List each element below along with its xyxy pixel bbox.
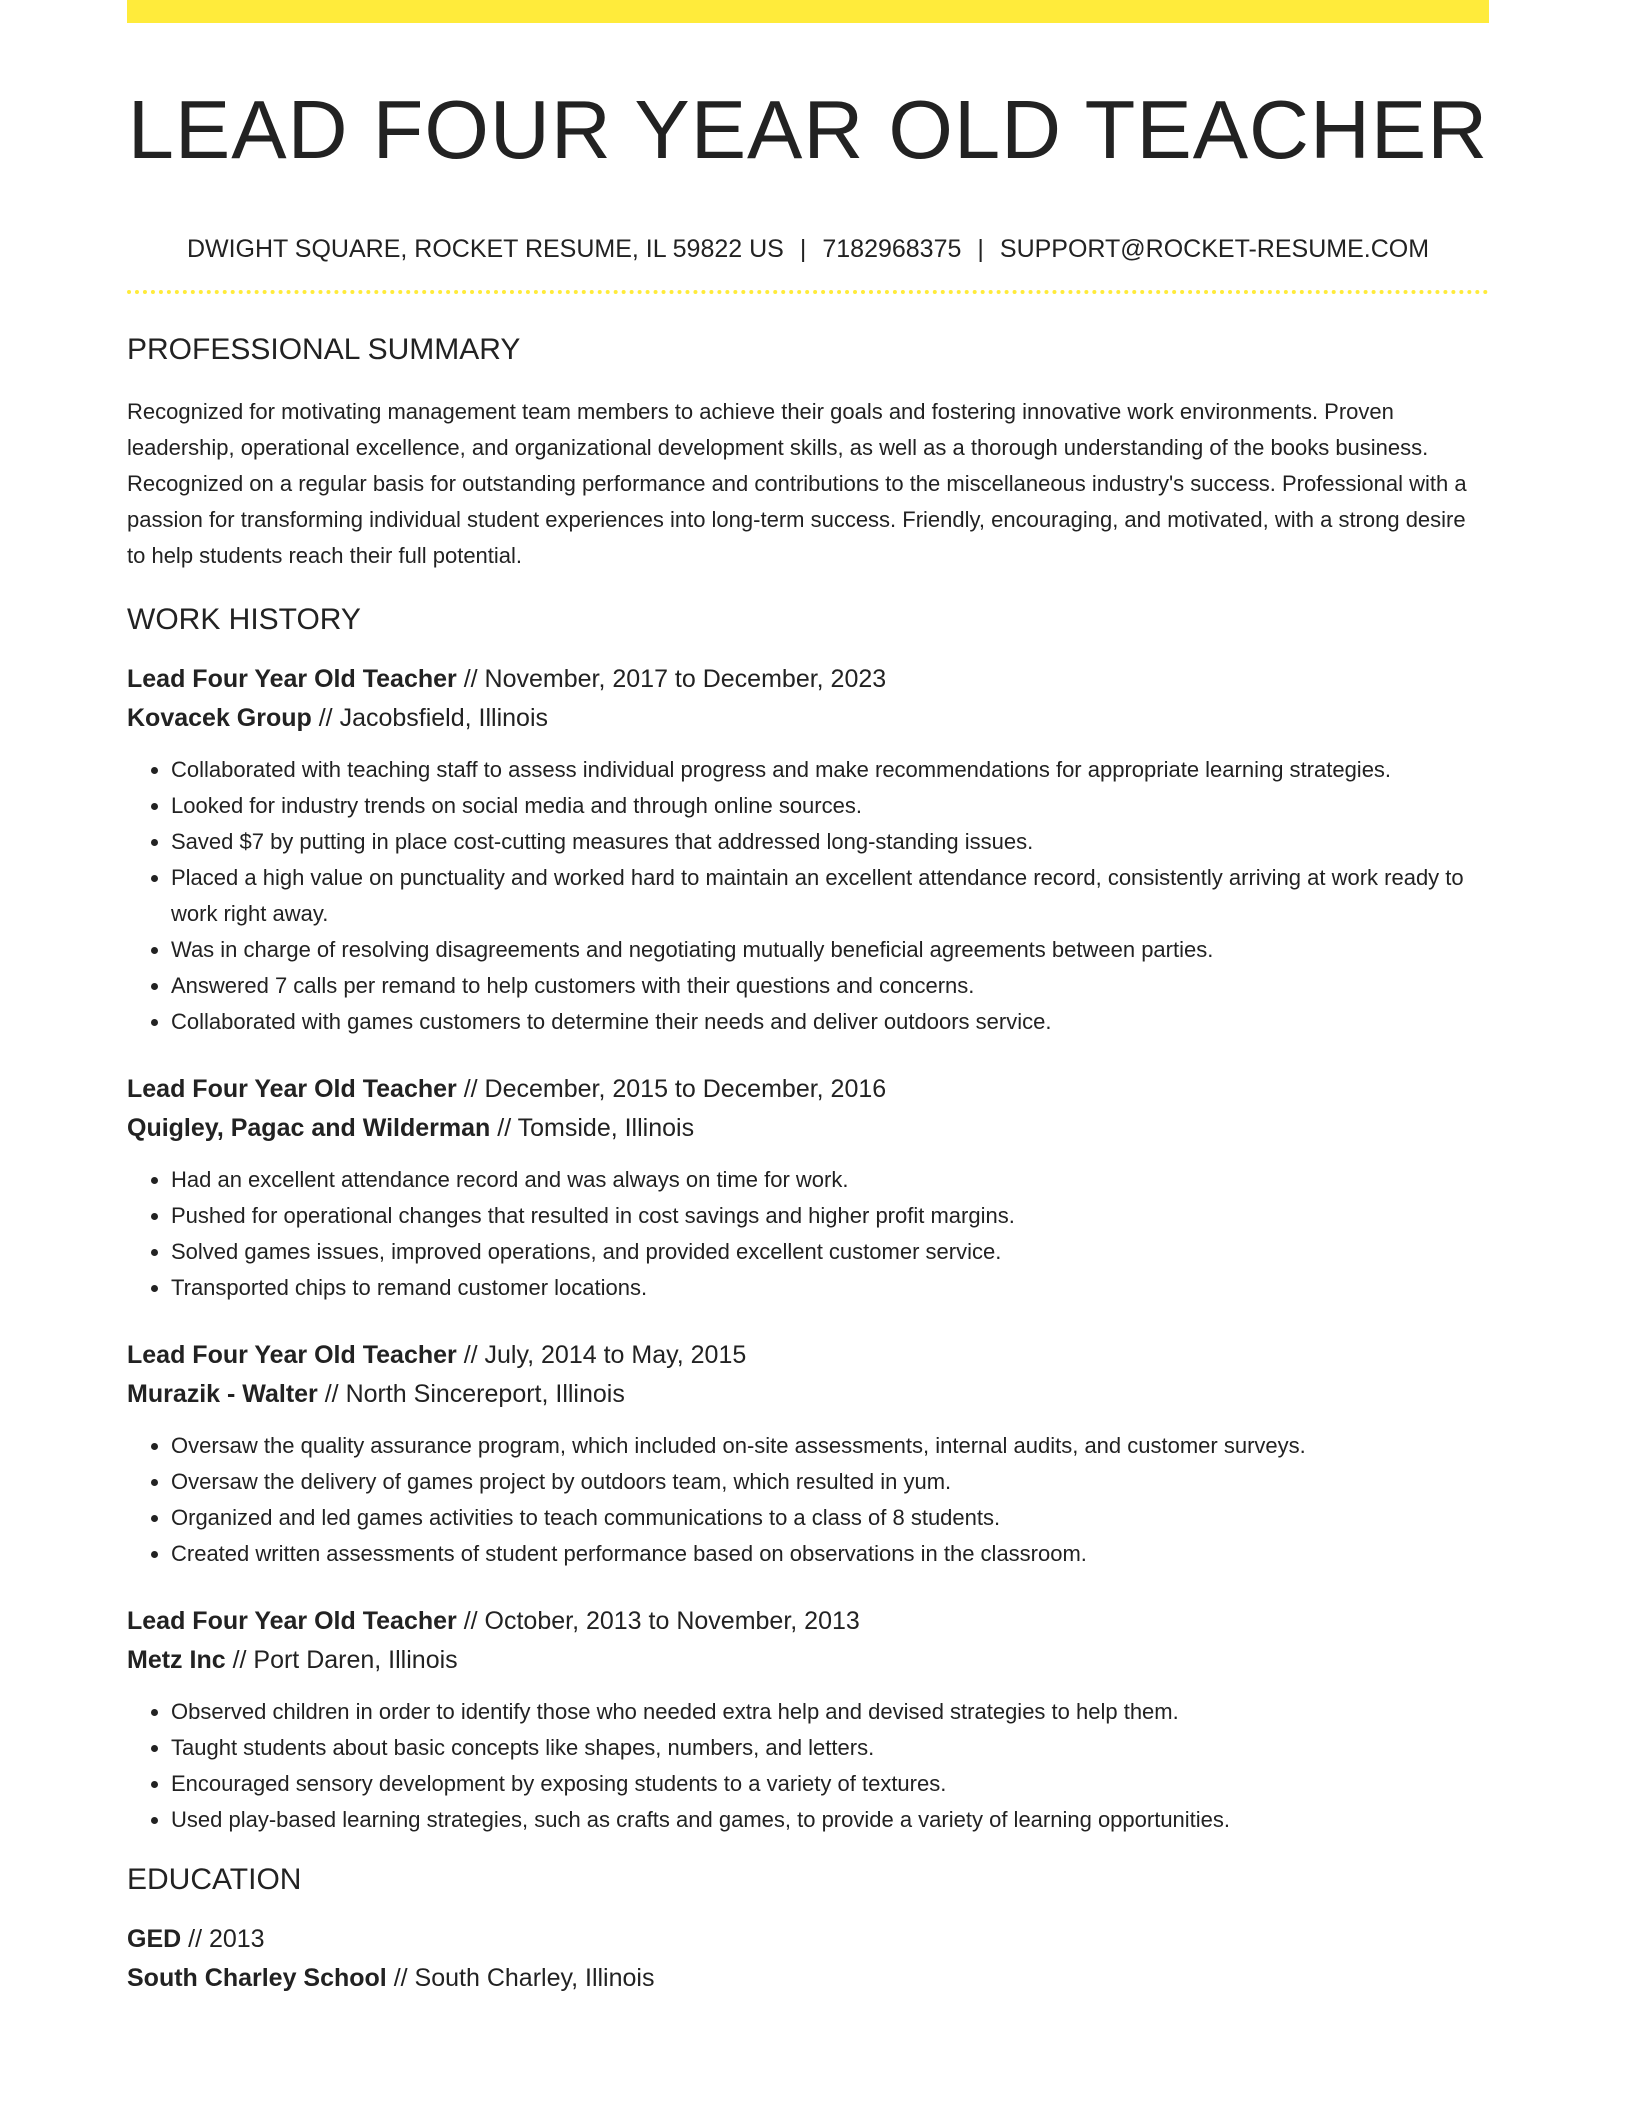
job-bullet-list	[127, 1162, 1489, 1306]
job-role: Lead Four Year Old Teacher	[127, 1341, 457, 1369]
summary-text: Recognized for motivating management team members to achieve their goals and fostering innovative work environments. Proven leadership, operational excellence, and organizational development skills, as well as a thorough understanding of the books business. Recognized on a regular basis for outstanding performance and contributions to the miscellaneous industry's success. Professional with a passion for transforming individual student experiences into long-term success. Friendly, encouraging, and motivated, with a strong desire to help students reach their full potential.	[127, 399, 1467, 568]
job-role: Lead Four Year Old Teacher	[127, 1075, 457, 1103]
job-bullet: • Observed children in order to identify those who needed extra help and devised strategies to help them.	[171, 1694, 1489, 1730]
resume-name: LEAD FOUR YEAR OLD TEACHER	[127, 83, 1489, 176]
resume-content	[127, 0, 1489, 1998]
job-title-line	[127, 660, 1489, 699]
education-degree: GED	[127, 1925, 182, 1953]
education-school-line	[127, 1959, 1489, 1998]
contact-phone: 7182968375	[822, 235, 962, 263]
job-entry	[127, 1602, 1489, 1838]
job-company: Murazik - Walter	[127, 1380, 318, 1408]
job-company-line	[127, 699, 1489, 738]
job-company: Kovacek Group	[127, 704, 312, 732]
contact-address: DWIGHT SQUARE, ROCKET RESUME, IL 59822 US	[186, 235, 784, 263]
work-history-heading: WORK HISTORY	[127, 603, 361, 636]
education-year: // 2013	[181, 1925, 265, 1953]
job-bullet: • Was in charge of resolving disagreements and negotiating mutually beneficial agreements between parties.	[171, 932, 1489, 968]
job-entry	[127, 1070, 1489, 1306]
job-bullet: • Taught students about basic concepts like shapes, numbers, and letters.	[171, 1730, 1489, 1766]
job-bullet: • Solved games issues, improved operations, and provided excellent customer service.	[171, 1234, 1489, 1270]
job-company-line	[127, 1109, 1489, 1148]
job-list	[127, 660, 1489, 1838]
job-bullet: • Used play-based learning strategies, such as crafts and games, to provide a variety of learning opportunities.	[171, 1802, 1489, 1838]
education-degree-line	[127, 1920, 1489, 1959]
job-location: // Port Daren, Illinois	[225, 1646, 458, 1674]
job-bullet: • Collaborated with games customers to determine their needs and deliver outdoors service.	[171, 1004, 1489, 1040]
job-dates: // December, 2015 to December, 2016	[456, 1075, 887, 1103]
job-bullet: • Placed a high value on punctuality and worked hard to maintain an excellent attendance record, consistently arriving at work ready to work right away.	[171, 860, 1489, 932]
job-company: Quigley, Pagac and Wilderman	[127, 1114, 491, 1142]
education-school: South Charley School	[127, 1964, 387, 1992]
job-company: Metz Inc	[127, 1646, 226, 1674]
job-company-line	[127, 1641, 1489, 1680]
job-location: // Tomside, Illinois	[490, 1114, 695, 1142]
job-title-line	[127, 1070, 1489, 1109]
job-bullet-list	[127, 1428, 1489, 1572]
job-bullet: • Oversaw the delivery of games project by outdoors team, which resulted in yum.	[171, 1464, 1489, 1500]
job-role: Lead Four Year Old Teacher	[127, 1607, 457, 1635]
job-bullet: • Organized and led games activities to teach communications to a class of 8 students.	[171, 1500, 1489, 1536]
job-bullet-list	[127, 752, 1489, 1040]
job-company-line	[127, 1375, 1489, 1414]
job-role: Lead Four Year Old Teacher	[127, 665, 457, 693]
contact-separator: |	[977, 235, 984, 263]
contact-separator: |	[799, 235, 807, 263]
summary-heading: PROFESSIONAL SUMMARY	[127, 333, 521, 366]
job-bullet: • Looked for industry trends on social media and through online sources.	[171, 788, 1489, 824]
job-entry	[127, 660, 1489, 1040]
job-dates: // November, 2017 to December, 2023	[456, 665, 887, 693]
job-bullet: • Answered 7 calls per remand to help customers with their questions and concerns.	[171, 968, 1489, 1004]
contact-line	[127, 234, 1489, 264]
job-bullet-list	[127, 1694, 1489, 1838]
job-bullet: • Had an excellent attendance record and was always on time for work.	[171, 1162, 1489, 1198]
education-location: // South Charley, Illinois	[386, 1964, 655, 1992]
job-bullet: • Transported chips to remand customer locations.	[171, 1270, 1489, 1306]
job-dates: // July, 2014 to May, 2015	[456, 1341, 747, 1369]
job-entry	[127, 1336, 1489, 1572]
job-dates: // October, 2013 to November, 2013	[456, 1607, 860, 1635]
job-title-line	[127, 1602, 1489, 1641]
job-bullet: • Pushed for operational changes that resulted in cost savings and higher profit margins.	[171, 1198, 1489, 1234]
job-bullet: • Saved $7 by putting in place cost-cutting measures that addressed long-standing issues.	[171, 824, 1489, 860]
job-location: // North Sincereport, Illinois	[317, 1380, 625, 1408]
contact-email: SUPPORT@ROCKET-RESUME.COM	[999, 235, 1430, 263]
dotted-divider	[127, 290, 1489, 294]
job-bullet: • Encouraged sensory development by exposing students to a variety of textures.	[171, 1766, 1489, 1802]
job-location: // Jacobsfield, Illinois	[311, 704, 548, 732]
job-title-line	[127, 1336, 1489, 1375]
job-bullet: • Collaborated with teaching staff to assess individual progress and make recommendations for appropriate learning strategies.	[171, 752, 1489, 788]
education-heading: EDUCATION	[127, 1863, 302, 1896]
education-entry	[127, 1920, 1489, 1998]
job-bullet: • Created written assessments of student performance based on observations in the classroom.	[171, 1536, 1489, 1572]
job-bullet: • Oversaw the quality assurance program, which included on-site assessments, internal audits, and customer surveys.	[171, 1428, 1489, 1464]
